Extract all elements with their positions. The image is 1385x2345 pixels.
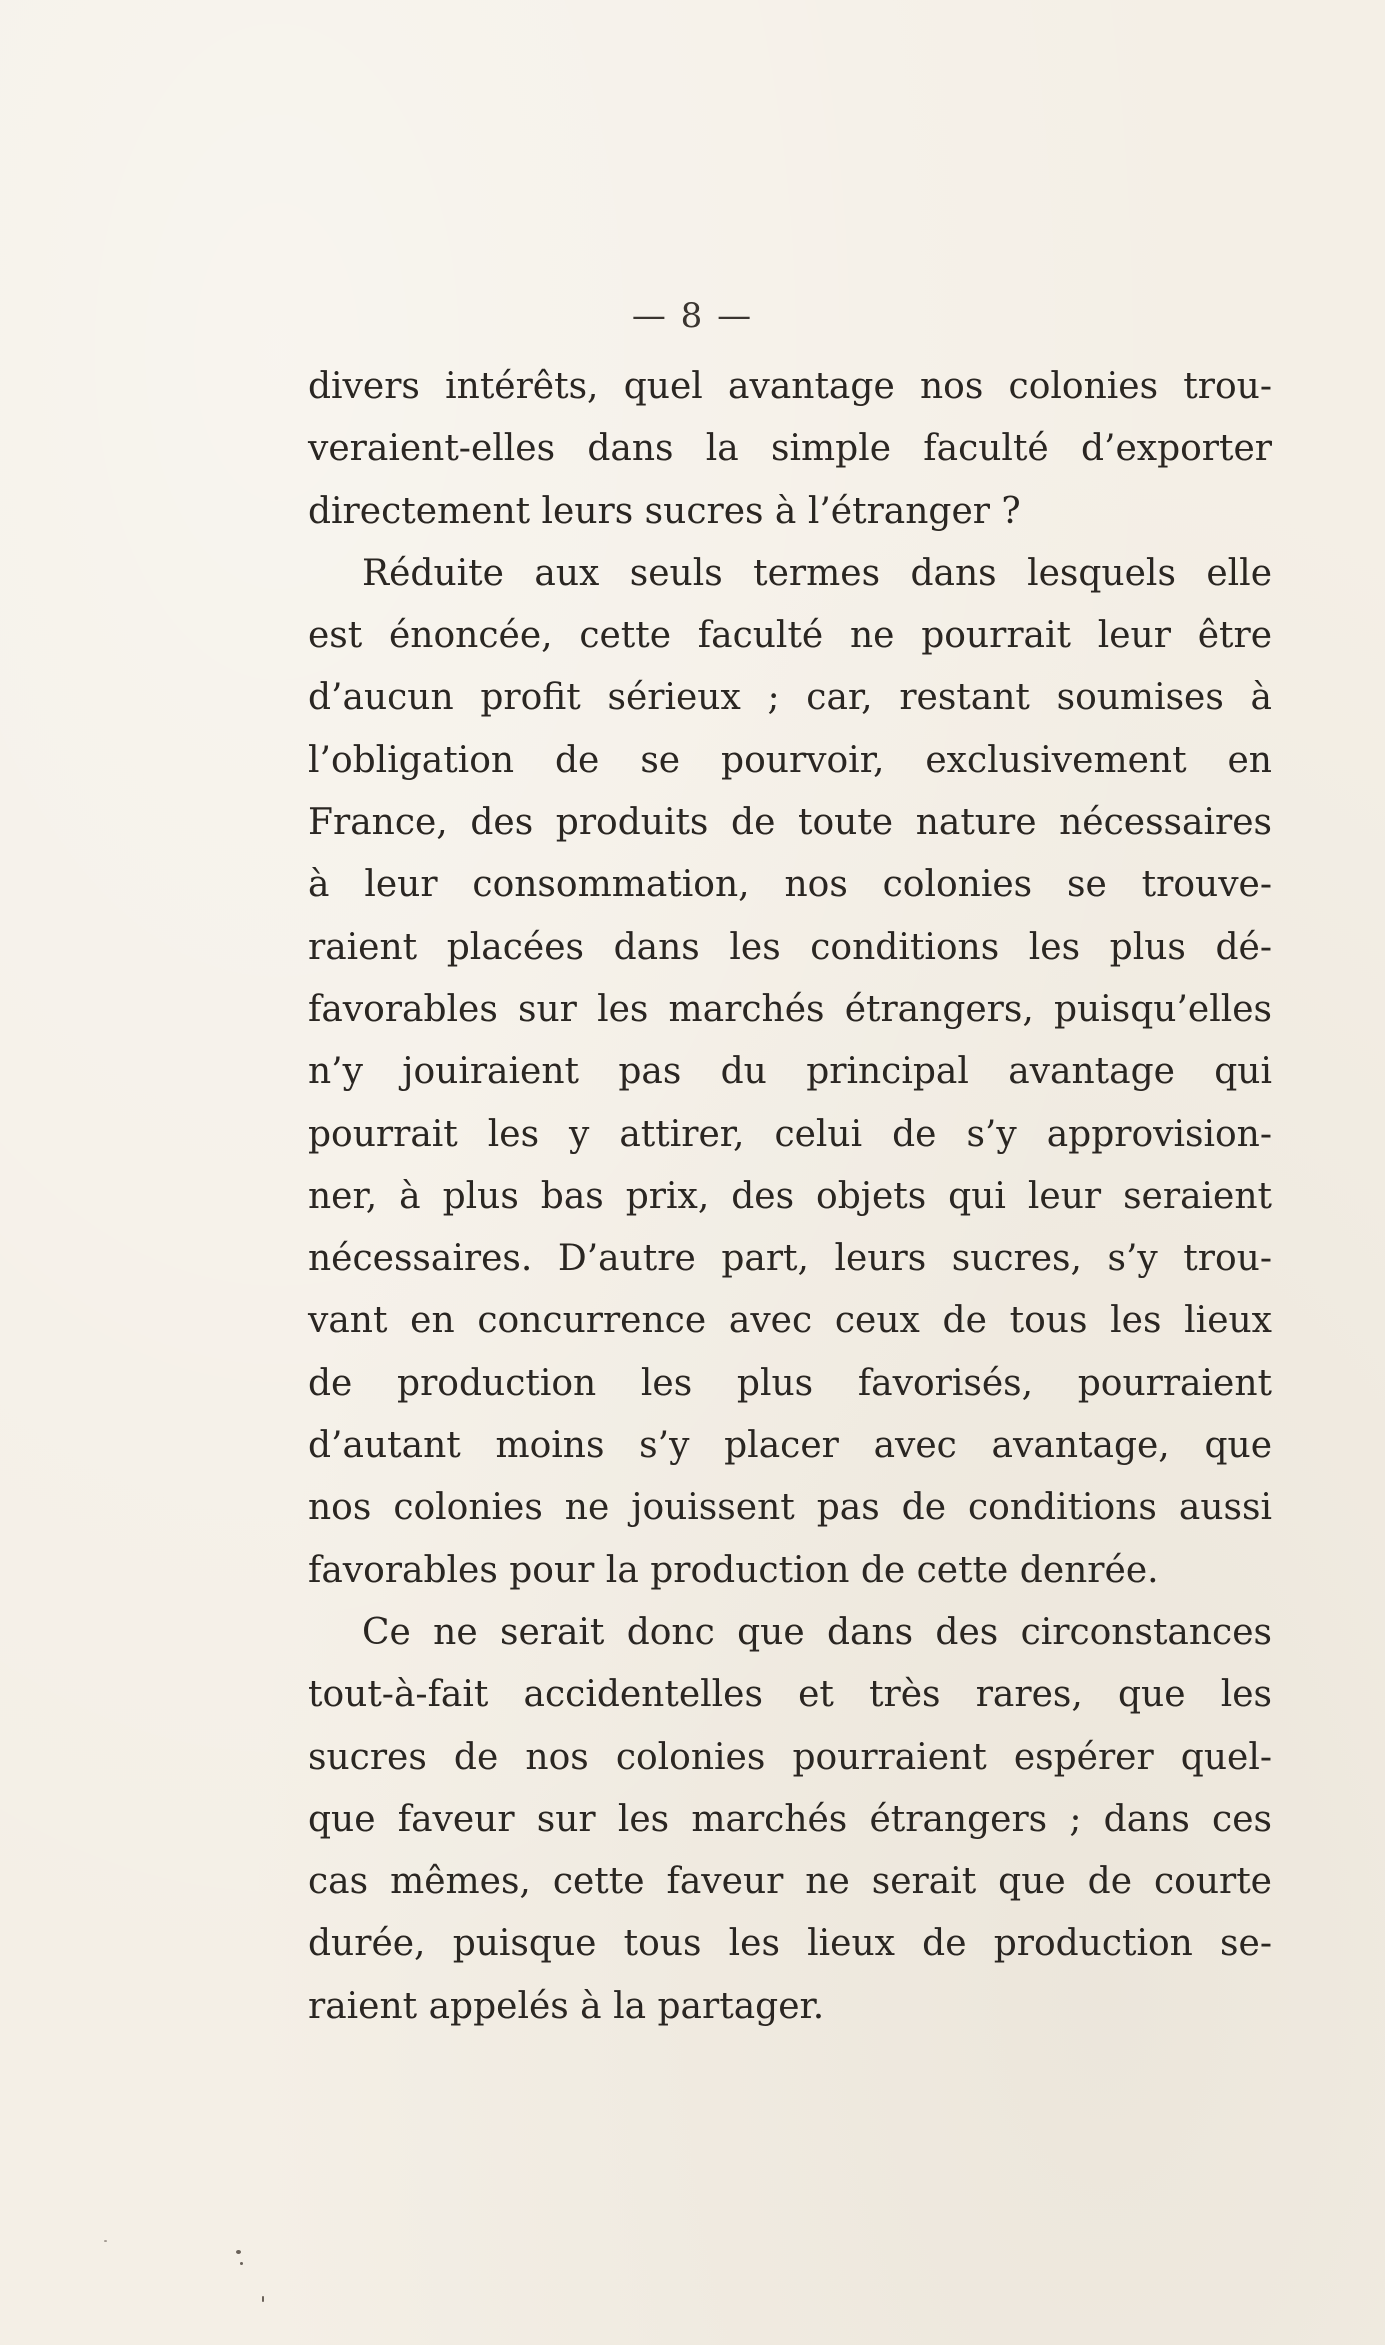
text-line: n’y jouiraient pas du principal avantage qui xyxy=(308,1051,1272,1093)
text-line: directement leurs sucres à l’étranger ? xyxy=(308,490,1021,532)
text-line: à leur consommation, nos colonies se trouve- xyxy=(308,864,1272,906)
page-number: — 8 — xyxy=(631,296,754,336)
text-line: favorables pour la production de cette denrée. xyxy=(308,1549,1159,1591)
text-line: tout-à-fait accidentelles et très rares, que les xyxy=(308,1674,1272,1716)
text-line: est énoncée, cette faculté ne pourrait leur être xyxy=(308,615,1272,657)
text-line: raient appelés à la partager. xyxy=(308,1985,825,2027)
body-text xyxy=(308,356,1272,2038)
text-line: nos colonies ne jouissent pas de conditions aussi xyxy=(308,1487,1272,1529)
text-line: divers intérêts, quel avantage nos colonies trou- xyxy=(308,366,1272,407)
text-line: pourrait les y attirer, celui de s’y approvision- xyxy=(308,1113,1272,1155)
text-line: raient placées dans les conditions les plus dé- xyxy=(308,926,1272,968)
text-line: que faveur sur les marchés étrangers ; dans ces xyxy=(308,1798,1272,1840)
paper-speck xyxy=(104,2240,107,2242)
paper-speck xyxy=(240,2262,243,2265)
text-line: durée, puisque tous les lieux de production se- xyxy=(308,1923,1272,1965)
text-line: sucres de nos colonies pourraient espérer quel- xyxy=(308,1736,1272,1778)
text-line: cas mêmes, cette faveur ne serait que de courte xyxy=(308,1861,1272,1903)
text-line: ner, à plus bas prix, des objets qui leur seraient xyxy=(308,1175,1272,1217)
text-line: France, des produits de toute nature nécessaires xyxy=(308,802,1272,844)
text-line: de production les plus favorisés, pourraient xyxy=(308,1362,1272,1404)
paragraph-start-line: Ce ne serait donc que dans des circonstances xyxy=(362,1611,1272,1653)
text-line: veraient-elles dans la simple faculté d’exporter xyxy=(308,428,1272,470)
text-line: l’obligation de se pourvoir, exclusivement en xyxy=(308,739,1272,781)
text-line: vant en concurrence avec ceux de tous les lieux xyxy=(308,1300,1272,1342)
paper-speck xyxy=(262,2296,264,2302)
text-line: d’aucun profit sérieux ; car, restant soumises à xyxy=(308,677,1272,719)
text-line: nécessaires. D’autre part, leurs sucres, s’y trou- xyxy=(308,1238,1272,1280)
paragraph-start-line: Réduite aux seuls termes dans lesquels elle xyxy=(362,552,1272,594)
text-line: d’autant moins s’y placer avec avantage, que xyxy=(308,1425,1272,1467)
text-line: favorables sur les marchés étrangers, puisqu’elles xyxy=(308,988,1272,1030)
paper-speck xyxy=(236,2250,241,2254)
